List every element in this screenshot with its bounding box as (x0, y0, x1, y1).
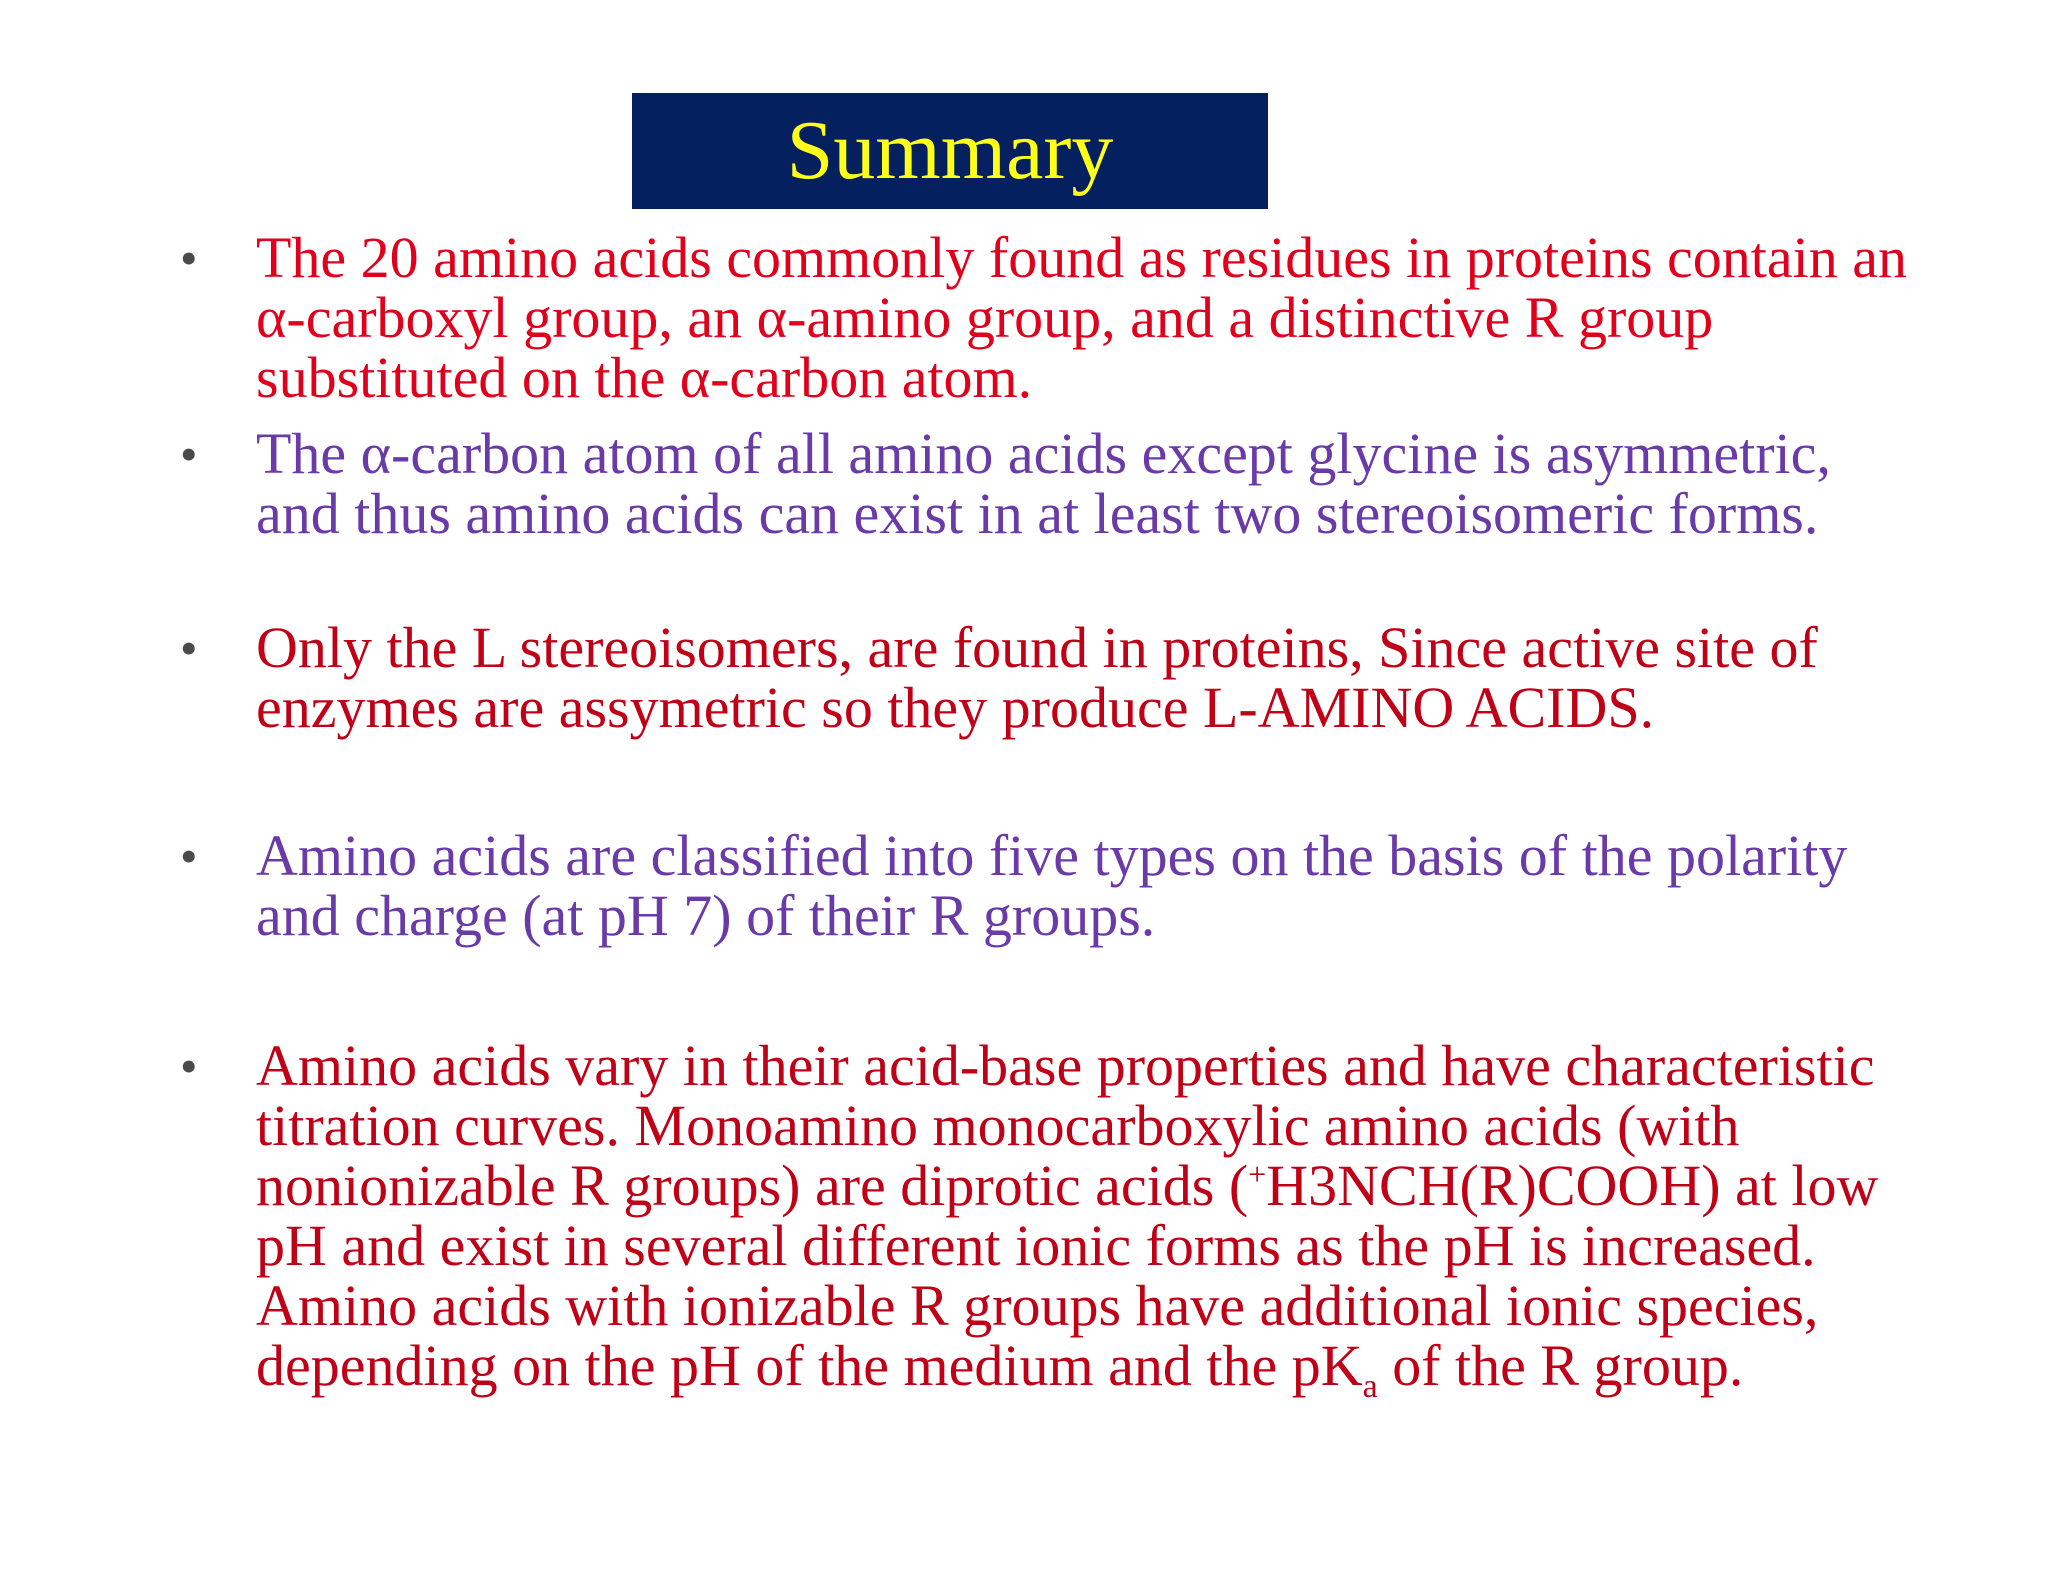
bullet-text-1: The 20 amino acids commonly found as residues in proteins contain an α-carboxyl group, an α-amino group, and a distinctive R group substituted on the α-carbon atom. (256, 225, 1908, 410)
bullet-dot: • (180, 230, 198, 286)
bullet-text-2: The α-carbon atom of all amino acids except glycine is asymmetric, and thus amino acids can exist in at least two stereoisomeric forms. (256, 421, 1831, 546)
bullet-dot: • (180, 426, 198, 482)
plus-superscript: + (1248, 1156, 1267, 1192)
bullet-text-3: Only the L stereoisomers, are found in proteins, Since active site of enzymes are assymetric so they produce L-AMINO ACIDS. (256, 615, 1818, 740)
bullet-dot: • (180, 1038, 198, 1094)
bullet-text-5-part3: of the R group. (1377, 1333, 1744, 1398)
bullet-text-5 (256, 1033, 1916, 1405)
a-subscript: a (1362, 1368, 1378, 1405)
bullet-text-5-part1: Amino acids vary in their acid-base properties and have characteristic titration curves. Monoamino monocarboxylic amino acids (with nonionizable R groups) are diprotic acids ( (256, 1033, 1875, 1218)
bullet-dot: • (180, 828, 198, 884)
bullet-dot: • (180, 620, 198, 676)
bullet-text-4: Amino acids are classified into five types on the basis of the polarity and charge (at pH 7) of their R groups. (256, 823, 1848, 948)
bullet-text-5-part2: H3NCH(R)COOH) at low pH and exist in several different ionic forms as the pH is increased. Amino acids with ionizable R groups have additional ionic species, depending on the pH of the medium and the pK (256, 1153, 1879, 1398)
slide-title: Summary (786, 104, 1114, 197)
